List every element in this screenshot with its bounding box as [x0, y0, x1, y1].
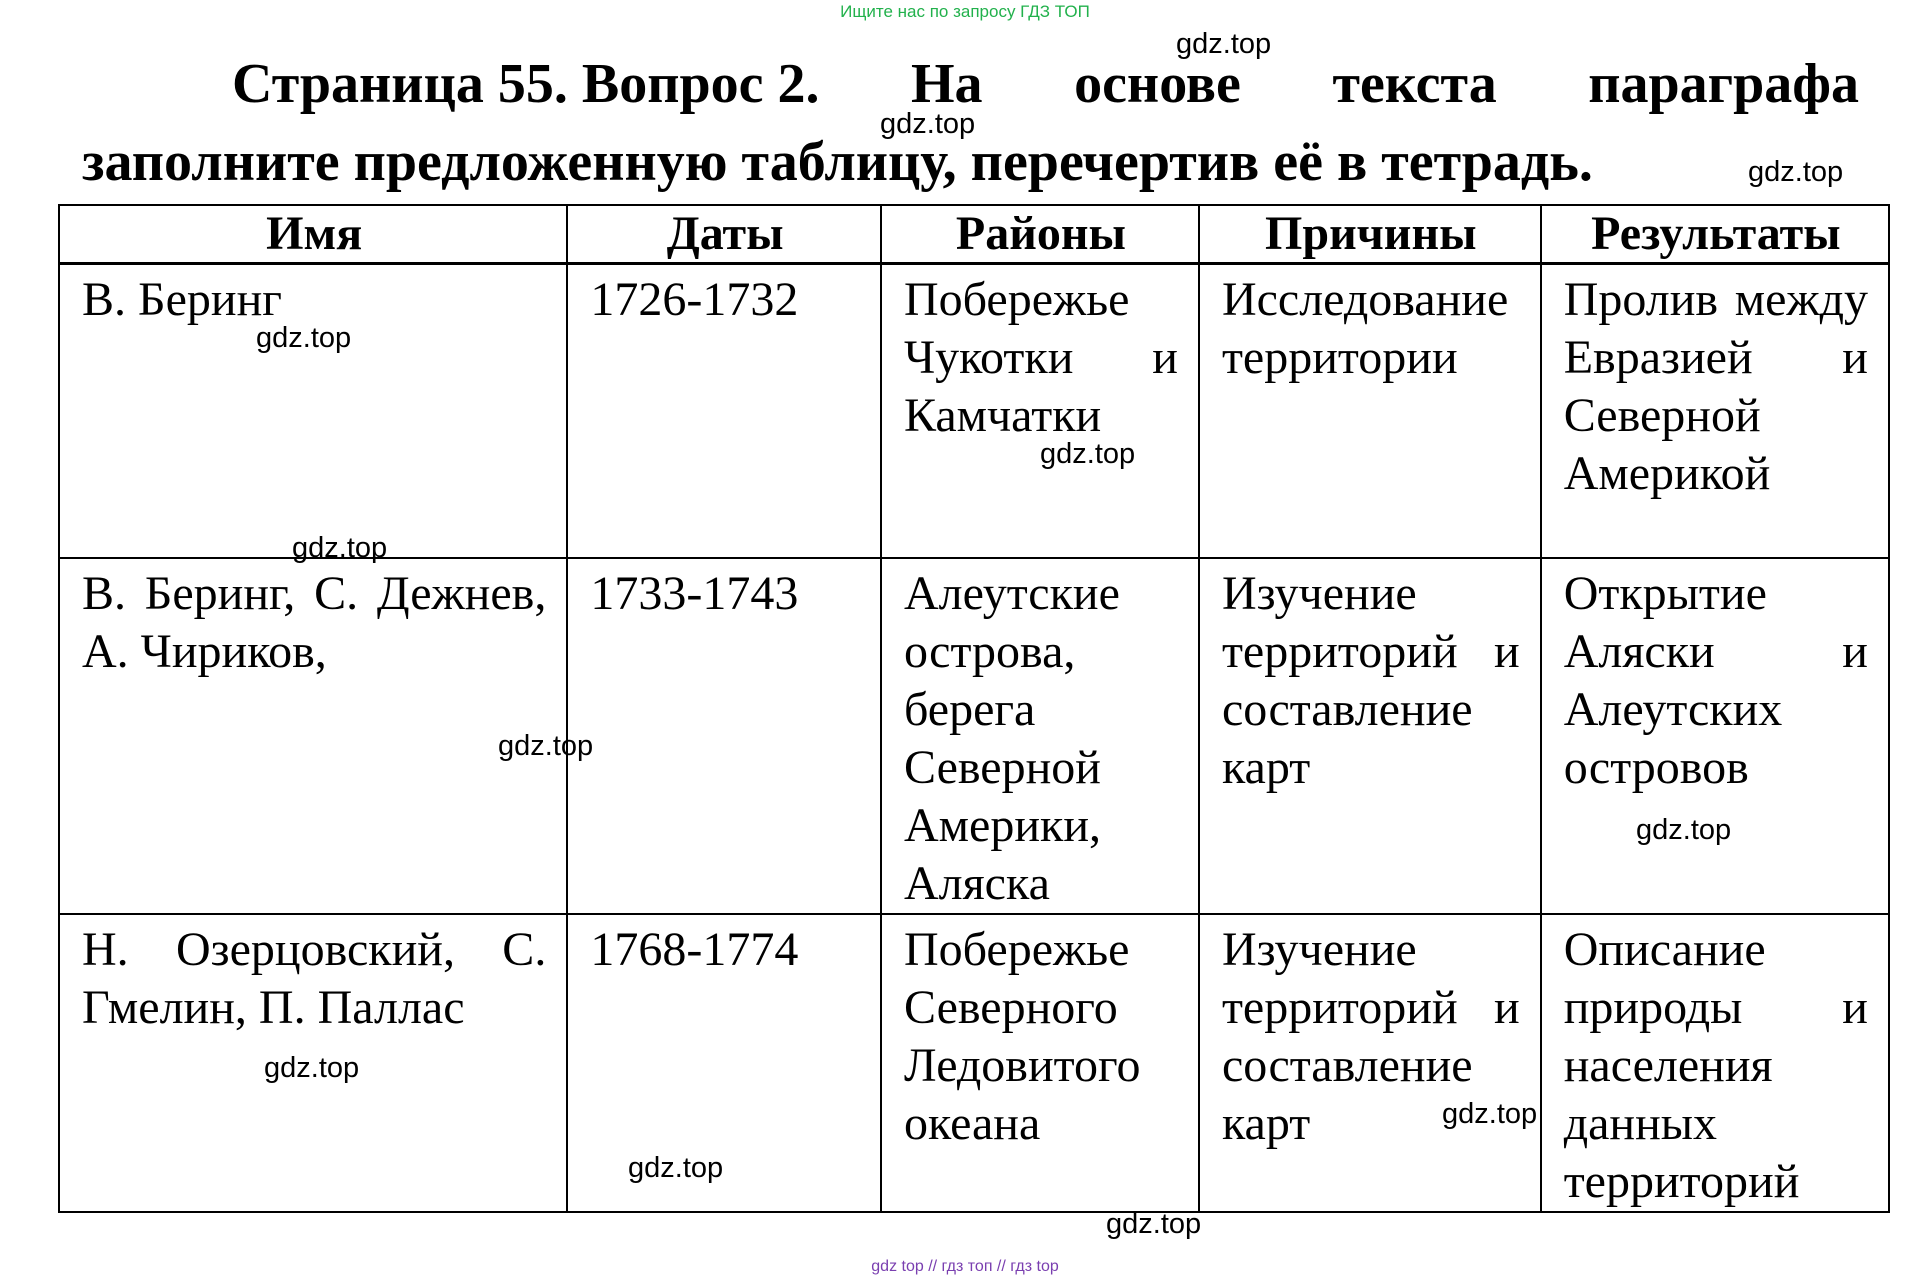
page-heading-line1	[232, 46, 1859, 122]
column-header-name: Имя	[59, 205, 567, 264]
column-header-dates: Даты	[567, 205, 881, 264]
cell-dates: 1726-1732	[567, 264, 881, 559]
heading-word: параграфа	[1588, 53, 1859, 115]
top-banner: Ищите нас по запросу ГДЗ ТОП	[840, 2, 1090, 21]
cell-causes: Изучение территорий и составление карт	[1199, 914, 1541, 1212]
heading-word: На	[910, 53, 983, 115]
watermark: gdz.top	[292, 532, 388, 564]
column-header-regions: Районы	[881, 205, 1199, 264]
heading-word: текста	[1332, 53, 1497, 115]
cell-regions: Побережье Чукотки и Камчатки	[881, 264, 1199, 559]
cell-results: Открытие Аляски и Алеутских островов	[1541, 558, 1889, 914]
column-header-results: Результаты	[1541, 205, 1889, 264]
table-row	[59, 264, 1889, 559]
watermark: gdz.top	[1176, 28, 1272, 60]
watermark: gdz.top	[264, 1052, 360, 1084]
table-header-row	[59, 205, 1889, 264]
cell-results: Описание природы и населения данных территорий	[1541, 914, 1889, 1212]
cell-causes: Изучение территорий и составление карт	[1199, 558, 1541, 914]
watermark: gdz.top	[1040, 438, 1136, 470]
table-row	[59, 558, 1889, 914]
cell-dates: 1768-1774	[567, 914, 881, 1212]
watermark: gdz.top	[498, 730, 594, 762]
footer-links[interactable]: gdz top // гдз топ // гдз top	[871, 1258, 1059, 1275]
cell-dates: 1733-1743	[567, 558, 881, 914]
heading-word: Страница 55. Вопрос 2.	[232, 53, 820, 115]
cell-name: В. Беринг	[59, 264, 567, 559]
watermark: gdz.top	[1106, 1208, 1202, 1240]
watermark: gdz.top	[1442, 1098, 1538, 1130]
watermark: gdz.top	[1636, 814, 1732, 846]
watermark: gdz.top	[628, 1152, 724, 1184]
column-header-causes: Причины	[1199, 205, 1541, 264]
cell-regions: Алеутские острова, берега Северной Америки, Аляска	[881, 558, 1199, 914]
watermark: gdz.top	[1748, 156, 1844, 188]
cell-name: Н. Озерцовский, С. Гмелин, П. Паллас	[59, 914, 567, 1212]
watermark: gdz.top	[880, 108, 976, 140]
cell-causes: Исследование территории	[1199, 264, 1541, 559]
heading-word: основе	[1074, 53, 1241, 115]
cell-regions: Побережье Северного Ледовитого океана	[881, 914, 1199, 1212]
cell-results: Пролив между Евразией и Северной Америкой	[1541, 264, 1889, 559]
page-heading-line2: заполните предложенную таблицу, перечертив её в тетрадь.	[82, 131, 1593, 193]
cell-name: В. Беринг, С. Дежнев, А. Чириков,	[59, 558, 567, 914]
watermark: gdz.top	[256, 322, 352, 354]
